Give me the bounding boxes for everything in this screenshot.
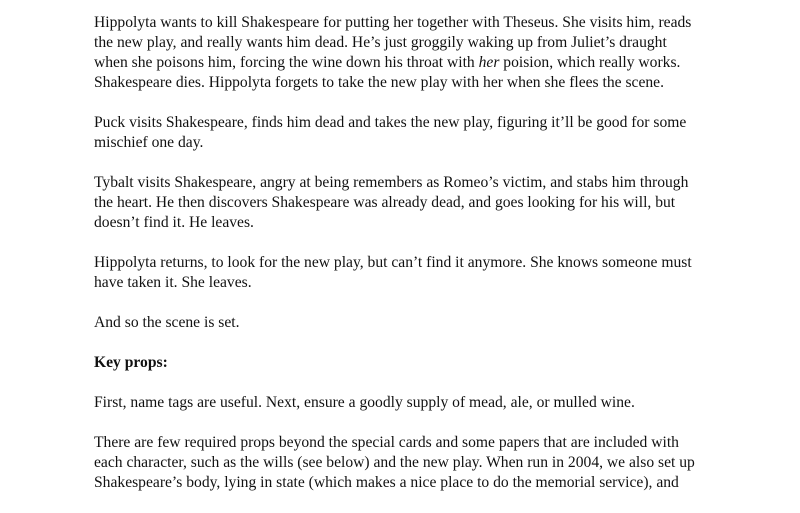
paragraph-scene-set — [94, 313, 714, 333]
text-line: each character, such as the wills (see below) and the new play. When run in 2004, we also set up — [94, 454, 695, 471]
text-line: have taken it. She leaves. — [94, 274, 252, 291]
text-line: the new play, and really wants him dead. He’s just groggily waking up from Juliet’s draught — [94, 34, 667, 51]
text-line: the heart. He then discovers Shakespeare was already dead, and goes looking for his will, but — [94, 194, 676, 211]
text-line: And so the scene is set. — [94, 314, 240, 331]
text-line: Hippolyta returns, to look for the new play, but can’t find it anymore. She knows someone must — [94, 254, 692, 271]
paragraph-name-tags — [94, 393, 714, 413]
paragraph-tybalt — [94, 173, 714, 233]
emphasis-text: her — [478, 54, 500, 71]
text-line: Shakespeare dies. Hippolyta forgets to take the new play with her when she flees the scene. — [94, 74, 665, 91]
text-line: There are few required props beyond the special cards and some papers that are included with — [94, 434, 679, 451]
paragraph-puck — [94, 113, 714, 153]
text-line: Hippolyta wants to kill Shakespeare for putting her together with Theseus. She visits him, reads — [94, 14, 692, 31]
text-line: Shakespeare’s body, lying in state (which makes a nice place to do the memorial service), and — [94, 474, 679, 491]
paragraph-required-props — [94, 433, 714, 493]
document-body — [94, 13, 714, 513]
text-line: Tybalt visits Shakespeare, angry at being remembers as Romeo’s victim, and stabs him through — [94, 174, 689, 191]
paragraph-hippolyta-poisons — [94, 13, 714, 93]
text-line: First, name tags are useful. Next, ensure a goodly supply of mead, ale, or mulled wine. — [94, 394, 635, 411]
text-line — [94, 53, 714, 73]
text-line: mischief one day. — [94, 134, 204, 151]
section-heading-key-props — [94, 353, 714, 373]
paragraph-hippolyta-returns — [94, 253, 714, 293]
text-line: Puck visits Shakespeare, finds him dead and takes the new play, figuring it’ll be good for some — [94, 114, 687, 131]
text-fragment: when she poisons him, forcing the wine down his throat with — [94, 54, 479, 71]
text-fragment: poision, which really works. — [499, 54, 681, 71]
text-line: doesn’t find it. He leaves. — [94, 214, 254, 231]
heading-text: Key props: — [94, 354, 168, 371]
